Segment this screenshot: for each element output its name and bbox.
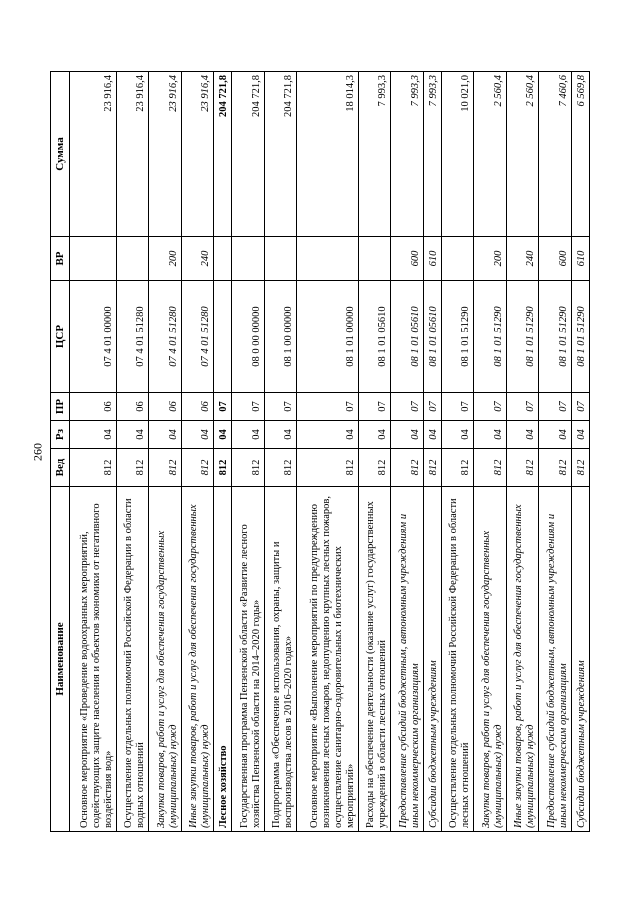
cell-ved: 812 [358,449,391,487]
table-header-row [51,72,70,832]
header-pr: ПР [51,393,70,421]
cell-csr: 08 1 01 00000 [297,281,358,393]
cell-vr [214,237,232,281]
cell-ved: 812 [474,449,507,487]
cell-pr: 07 [214,393,232,421]
cell-name: Осуществление отдельных полномочий Российской Федерации в области лесных отношений [441,487,474,832]
cell-vr [232,237,265,281]
cell-csr: 08 1 00 00000 [264,281,297,393]
cell-csr: 07 4 01 51280 [116,281,149,393]
cell-name: Закупка товаров, работ и услуг для обеспечения государственных (муниципальных) нужд [474,487,507,832]
cell-vr [116,237,149,281]
cell-csr: 08 1 01 51290 [441,281,474,393]
cell-ved: 812 [214,449,232,487]
cell-pr: 06 [181,393,214,421]
cell-name: Осуществление отдельных полномочий Российской Федерации в области водных отношений [116,487,149,832]
table-row [571,72,589,832]
cell-vr [297,237,358,281]
header-sum: Сумма [51,72,70,237]
cell-sum: 10 021,0 [441,72,474,237]
cell-vr: 240 [506,237,539,281]
cell-sum: 23 916,4 [149,72,182,237]
cell-csr [214,281,232,393]
cell-pr: 07 [391,393,424,421]
cell-sum: 2 560,4 [474,72,507,237]
header-name: Наименование [51,487,70,832]
cell-sum: 7 993,3 [358,72,391,237]
cell-name: Предоставление субсидий бюджетным, автономным учреждениям и иным некоммерческим организациям [539,487,572,832]
cell-rz: 04 [358,421,391,449]
header-rz: Рз [51,421,70,449]
cell-csr: 07 4 01 51280 [181,281,214,393]
table-row [441,72,474,832]
cell-sum: 204 721,8 [214,72,232,237]
cell-csr: 08 1 01 05610 [358,281,391,393]
table-row [474,72,507,832]
cell-ved: 812 [264,449,297,487]
header-csr: ЦСР [51,281,70,393]
cell-sum: 7 993,3 [391,72,424,237]
cell-ved: 812 [441,449,474,487]
budget-table [50,71,590,832]
cell-sum: 23 916,4 [181,72,214,237]
cell-pr: 06 [116,393,149,421]
cell-sum: 7 993,3 [423,72,441,237]
cell-name: Лесное хозяйство [214,487,232,832]
cell-rz: 04 [297,421,358,449]
cell-rz: 04 [116,421,149,449]
page-number: 260 [30,443,45,461]
cell-vr [441,237,474,281]
cell-vr: 610 [571,237,589,281]
header-vr: ВР [51,237,70,281]
cell-vr [70,237,117,281]
cell-ved: 812 [232,449,265,487]
cell-name: Государственная программа Пензенской области «Развитие лесного хозяйства Пензенской области на 2014–2020 годы» [232,487,265,832]
header-ved: Вед [51,449,70,487]
cell-csr: 08 1 01 05610 [391,281,424,393]
cell-sum: 6 569,8 [571,72,589,237]
cell-rz: 04 [149,421,182,449]
cell-ved: 812 [423,449,441,487]
cell-vr [264,237,297,281]
cell-pr: 07 [423,393,441,421]
cell-vr: 200 [474,237,507,281]
cell-vr: 200 [149,237,182,281]
cell-ved: 812 [181,449,214,487]
cell-csr: 08 1 01 51290 [506,281,539,393]
table-row [70,72,117,832]
table-row [181,72,214,832]
cell-vr: 600 [391,237,424,281]
cell-ved: 812 [506,449,539,487]
table-row [506,72,539,832]
cell-ved: 812 [70,449,117,487]
cell-pr: 07 [474,393,507,421]
table-row [391,72,424,832]
cell-vr: 240 [181,237,214,281]
table-row [297,72,358,832]
cell-name: Основное мероприятие «Проведение водоохранных мероприятий, содействующих защите населения и объектов экономики от негативного воздействия вод» [70,487,117,832]
cell-sum: 23 916,4 [70,72,117,237]
cell-rz: 04 [539,421,572,449]
cell-pr: 07 [358,393,391,421]
table-row [539,72,572,832]
cell-csr: 08 0 00 00000 [232,281,265,393]
cell-sum: 18 014,3 [297,72,358,237]
cell-sum: 23 916,4 [116,72,149,237]
cell-name: Иные закупки товаров, работ и услуг для обеспечения государственных (муниципальных) нужд [506,487,539,832]
table-row [232,72,265,832]
cell-pr: 07 [297,393,358,421]
cell-rz: 04 [264,421,297,449]
cell-vr: 600 [539,237,572,281]
cell-pr: 06 [70,393,117,421]
table-row [423,72,441,832]
cell-pr: 07 [264,393,297,421]
table-row [214,72,232,832]
cell-rz: 04 [441,421,474,449]
cell-vr: 610 [423,237,441,281]
cell-vr [358,237,391,281]
cell-sum: 7 460,6 [539,72,572,237]
cell-name: Основное мероприятие «Выполнение мероприятий по предупреждению возникновения лесных пожаров, недопущению крупных лесных пожаров, осуществление санитарно-оздоровительных и биотехнических мероприятий» [297,487,358,832]
table-row [149,72,182,832]
cell-name: Иные закупки товаров, работ и услуг для обеспечения государственных (муниципальных) нужд [181,487,214,832]
cell-ved: 812 [539,449,572,487]
cell-rz: 04 [571,421,589,449]
cell-pr: 06 [149,393,182,421]
cell-sum: 2 560,4 [506,72,539,237]
cell-ved: 812 [571,449,589,487]
cell-rz: 04 [474,421,507,449]
table-row [116,72,149,832]
cell-name: Расходы на обеспечение деятельности (оказание услуг) государственных учреждений в области лесных отношений [358,487,391,832]
cell-pr: 07 [441,393,474,421]
cell-csr: 07 4 01 00000 [70,281,117,393]
cell-name: Подпрограмма «Обеспечение использования, охраны, защиты и воспроизводства лесов в 2016–2020 годах» [264,487,297,832]
cell-sum: 204 721,8 [264,72,297,237]
cell-name: Субсидии бюджетным учреждениям [571,487,589,832]
cell-pr: 07 [539,393,572,421]
cell-rz: 04 [423,421,441,449]
cell-name: Субсидии бюджетным учреждениям [423,487,441,832]
cell-csr: 08 1 01 51290 [474,281,507,393]
cell-csr: 08 1 01 51290 [571,281,589,393]
cell-rz: 04 [506,421,539,449]
cell-pr: 07 [232,393,265,421]
table-row [358,72,391,832]
cell-ved: 812 [116,449,149,487]
cell-rz: 04 [391,421,424,449]
cell-csr: 08 1 01 51290 [539,281,572,393]
cell-pr: 07 [506,393,539,421]
cell-pr: 07 [571,393,589,421]
cell-name: Закупка товаров, работ и услуг для обеспечения государственных (муниципальных) нужд [149,487,182,832]
cell-ved: 812 [297,449,358,487]
cell-rz: 04 [181,421,214,449]
table-row [264,72,297,832]
cell-rz: 04 [70,421,117,449]
rotated-page-content [50,72,590,832]
cell-ved: 812 [391,449,424,487]
table-body [70,72,590,832]
cell-rz: 04 [214,421,232,449]
cell-csr: 08 1 01 05610 [423,281,441,393]
cell-name: Предоставление субсидий бюджетным, автономным учреждениям и иным некоммерческим организациям [391,487,424,832]
cell-csr: 07 4 01 51280 [149,281,182,393]
cell-ved: 812 [149,449,182,487]
cell-sum: 204 721,8 [232,72,265,237]
cell-rz: 04 [232,421,265,449]
